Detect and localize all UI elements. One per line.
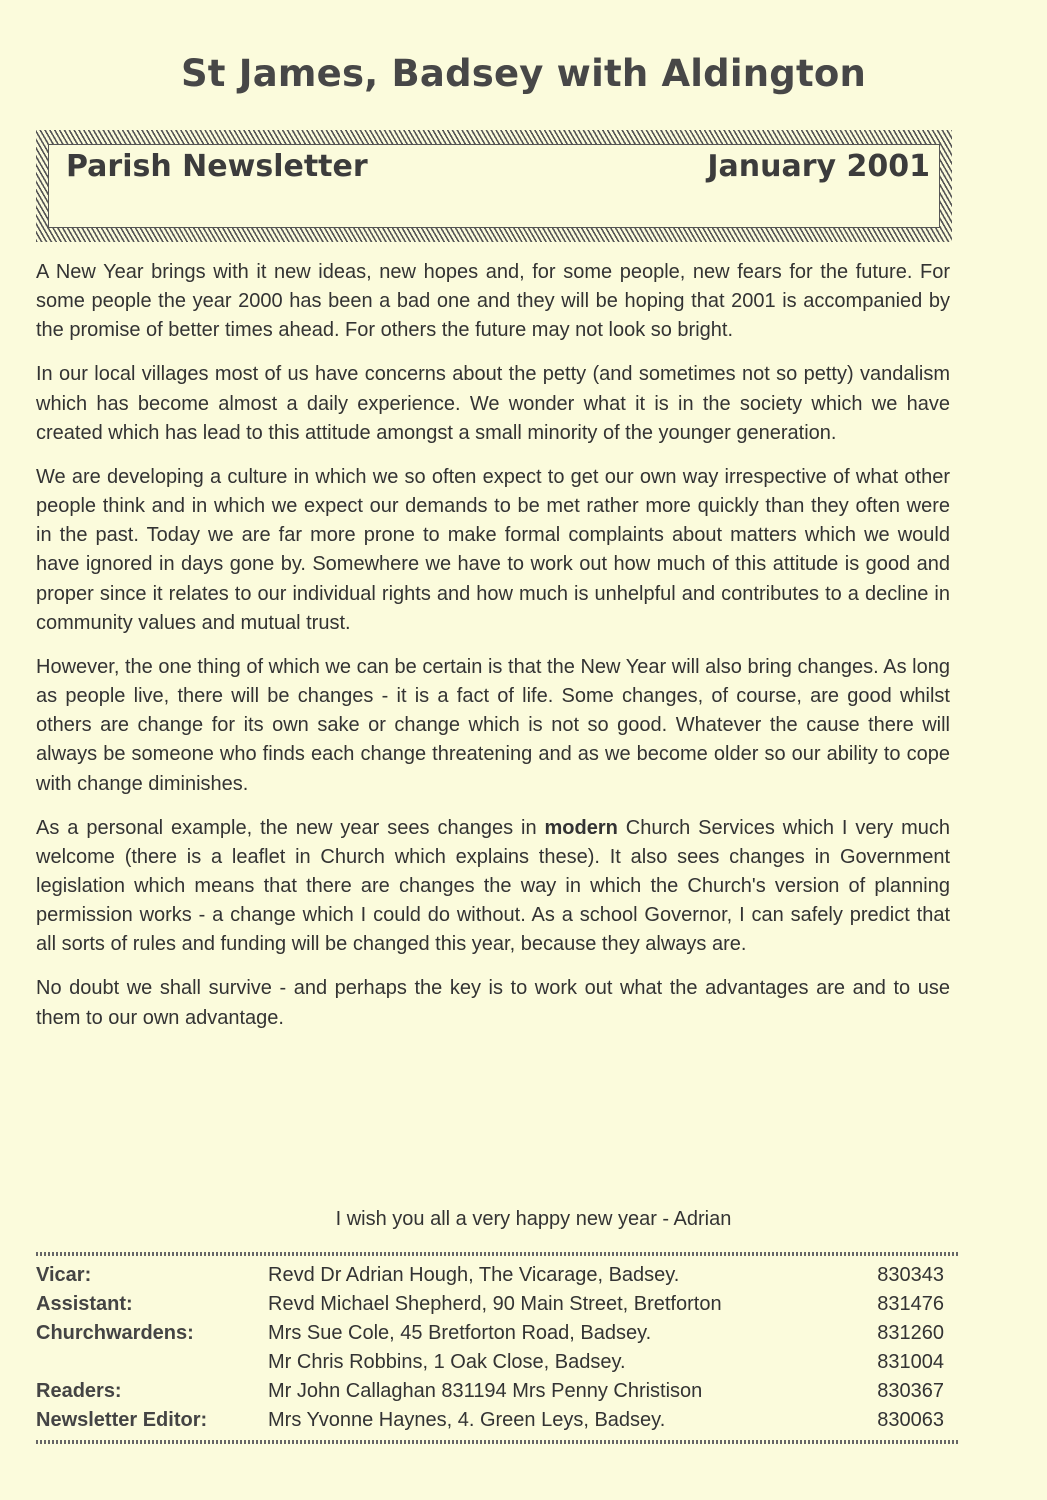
para5-bold-word: modern: [544, 816, 618, 839]
contact-phone: 830063: [877, 1409, 944, 1431]
contacts-bottom-divider: [36, 1440, 958, 1444]
contact-phone: 831004: [877, 1351, 944, 1373]
contacts-top-divider: [36, 1252, 958, 1256]
contact-detail: Mrs Sue Cole, 45 Bretforton Road, Badsey.: [268, 1322, 652, 1344]
article-paragraph-6: No doubt we shall survive - and perhaps the key is to work out what the advantages are and to use them to our own advantage.: [36, 977, 950, 1029]
contact-phone: 830367: [877, 1380, 944, 1402]
article-paragraph-2: In our local villages most of us have concerns about the petty (and sometimes not so petty) vandalism which has become almost a daily experience. We wonder what it is in the society which we have created which has lead to this attitude amongst a small minority of the younger generation.: [36, 363, 950, 444]
contact-detail: Revd Dr Adrian Hough, The Vicarage, Badsey.: [268, 1264, 680, 1286]
contact-role: Readers:: [36, 1380, 122, 1402]
signoff-line: I wish you all a very happy new year - Adrian: [335, 1208, 732, 1230]
article-paragraph-3: We are developing a culture in which we so often expect to get our own way irrespective of what other people think and in which we expect our demands to be met rather more quickly than they often were in the past. Today we are far more prone to make formal complaints about matters which we would have ignored in days gone by. Somewhere we have to work out how much of this attitude is good and proper since it relates to our individual rights and how much is unhelpful and contributes to a decline in community values and mutual trust.: [36, 465, 950, 634]
contact-row-churchwarden-1: [36, 1322, 948, 1351]
contact-row-churchwarden-2: [36, 1351, 948, 1380]
contact-role: Churchwardens:: [36, 1322, 194, 1344]
contact-detail: Mr John Callaghan 831194 Mrs Penny Christison: [268, 1380, 703, 1402]
article-body: [36, 258, 950, 1048]
contact-row-vicar: [36, 1264, 948, 1293]
newsletter-banner: [36, 130, 952, 242]
contact-role: Newsletter Editor:: [36, 1409, 208, 1431]
contact-detail: Revd Michael Shepherd, 90 Main Street, Bretforton: [268, 1293, 722, 1315]
banner-issue-date: January 2001: [707, 149, 930, 184]
contact-phone: 831260: [877, 1322, 944, 1344]
contacts-table: [36, 1264, 948, 1438]
contact-detail: Mrs Yvonne Haynes, 4. Green Leys, Badsey.: [268, 1409, 666, 1431]
contact-role: Vicar:: [36, 1264, 92, 1286]
article-paragraph-4: However, the one thing of which we can be certain is that the New Year will also bring changes. As long as people live, there will be changes - it is a fact of life. Some changes, of course, are good whilst others are change for its own sake or change which is not so good. Whatever the cause there will always be someone who finds each change threatening and as we become older so our ability to cope with change diminishes.: [36, 655, 950, 795]
page-title: St James, Badsey with Aldington: [180, 52, 867, 95]
contact-role: Assistant:: [36, 1293, 133, 1315]
contact-phone: 830343: [877, 1264, 944, 1286]
contact-phone: 831476: [877, 1293, 944, 1315]
contact-row-readers: [36, 1380, 948, 1409]
article-paragraph-1: A New Year brings with it new ideas, new hopes and, for some people, new fears for the future. For some people the year 2000 has been a bad one and they will be hoping that 2001 is accompanied by the promise of better times ahead. For others the future may not look so bright.: [36, 261, 950, 342]
contact-row-newsletter-editor: [36, 1409, 948, 1438]
contact-detail: Mr Chris Robbins, 1 Oak Close, Badsey.: [268, 1351, 626, 1373]
contact-row-assistant: [36, 1293, 948, 1322]
para5-text-end: Church Services which I very much welcome (there is a leaflet in Church which explains these). It also sees changes in Government legislation which means that there are changes the way in which the Church's version of planning permission works - a change which I could do without. As a school Governor, I can safely predict that all sorts of rules and funding will be changed this year, because they always are.: [36, 816, 950, 956]
para5-text-start: As a personal example, the new year sees changes in: [36, 816, 545, 839]
banner-newsletter-name: Parish Newsletter: [66, 149, 368, 184]
article-paragraph-5: [36, 814, 950, 960]
